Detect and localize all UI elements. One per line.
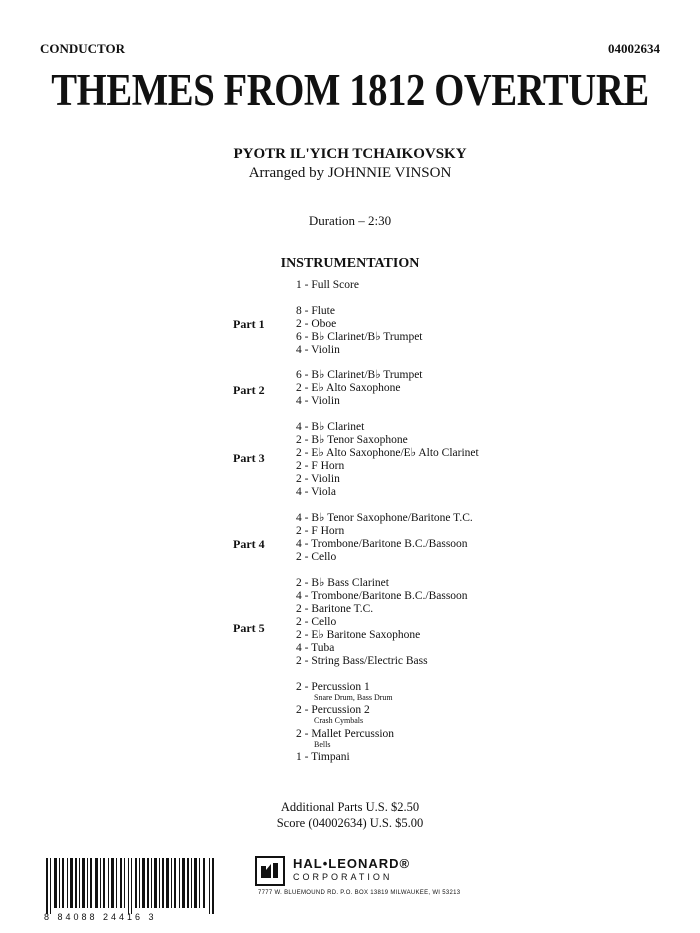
composer: PYOTR IL'YICH TCHAIKOVSKY — [233, 146, 467, 162]
instrument-line: 6 - B♭ Clarinet/B♭ Trumpet — [296, 369, 423, 381]
instrument-line: 2 - F Horn — [296, 525, 345, 537]
part-label: Part 5 — [233, 621, 265, 635]
percussion-subnote: Crash Cymbals — [314, 716, 364, 725]
percussion-subnote: Snare Drum, Bass Drum — [314, 693, 393, 702]
publisher-name: HAL•LEONARD® — [293, 856, 411, 871]
percussion-line: 2 - Percussion 1 — [296, 681, 370, 693]
part-label: Part 2 — [233, 383, 265, 397]
percussion-subnote: Bells — [314, 740, 331, 749]
instrument-line: 2 - String Bass/Electric Bass — [296, 655, 428, 667]
instrument-line: 4 - B♭ Tenor Saxophone/Baritone T.C. — [296, 512, 473, 524]
instrument-line: 2 - E♭ Alto Saxophone — [296, 382, 401, 394]
publisher-logo — [255, 856, 455, 886]
percussion-line: 2 - Mallet Percussion — [296, 728, 395, 740]
instrument-line: 2 - Cello — [296, 616, 337, 628]
instrumentation-heading: INSTRUMENTATION — [280, 256, 420, 271]
instrument-line: 4 - Trombone/Baritone B.C./Bassoon — [296, 590, 468, 602]
publisher-corp: CORPORATION — [293, 872, 393, 882]
instrument-line: 4 - Viola — [296, 486, 336, 498]
duration: Duration – 2:30 — [308, 213, 392, 228]
percussion-line: 2 - Percussion 2 — [296, 704, 370, 716]
instrument-line: 4 - Violin — [296, 344, 340, 356]
barcode-number: 8 84088 24416 3 — [44, 912, 157, 922]
instrument-line: 4 - Tuba — [296, 642, 335, 654]
hal-leonard-logo-icon — [255, 856, 285, 886]
instrument-line: 6 - B♭ Clarinet/B♭ Trumpet — [296, 331, 423, 343]
header-catalog-number: 04002634 — [608, 41, 660, 56]
part-label: Part 3 — [233, 451, 265, 465]
instrument-line: 4 - B♭ Clarinet — [296, 421, 365, 433]
instrument-line: 2 - Oboe — [296, 318, 337, 330]
part-label: Part 4 — [233, 537, 265, 551]
barcode-image — [46, 858, 216, 914]
instrument-line: 2 - Baritone T.C. — [296, 603, 374, 615]
additional-parts-price: Additional Parts U.S. $2.50 — [280, 800, 420, 814]
page-title: THEMES FROM 1812 OVERTURE — [51, 65, 649, 115]
instrument-line: 2 - Cello — [296, 551, 337, 563]
full-score-line: 1 - Full Score — [296, 279, 359, 291]
instrument-line: 2 - B♭ Tenor Saxophone — [296, 434, 408, 446]
instrument-line: 2 - B♭ Bass Clarinet — [296, 577, 389, 589]
instrument-line: 4 - Violin — [296, 395, 340, 407]
instrument-line: 2 - Violin — [296, 473, 340, 485]
instrument-line: 2 - F Horn — [296, 460, 345, 472]
instrument-line: 4 - Trombone/Baritone B.C./Bassoon — [296, 538, 468, 550]
instrument-line: 2 - E♭ Baritone Saxophone — [296, 629, 421, 641]
arranger: Arranged by JOHNNIE VINSON — [248, 165, 452, 181]
instrument-line: 2 - E♭ Alto Saxophone/E♭ Alto Clarinet — [296, 447, 479, 459]
publisher-address: 7777 W. BLUEMOUND RD. P.O. BOX 13819 MILWAUKEE, WI 53213 — [258, 890, 461, 896]
score-price: Score (04002634) U.S. $5.00 — [276, 816, 424, 830]
percussion-line: 1 - Timpani — [296, 751, 350, 763]
part-label: Part 1 — [233, 317, 265, 331]
header-left-label: CONDUCTOR — [40, 41, 125, 56]
instrument-line: 8 - Flute — [296, 305, 335, 317]
